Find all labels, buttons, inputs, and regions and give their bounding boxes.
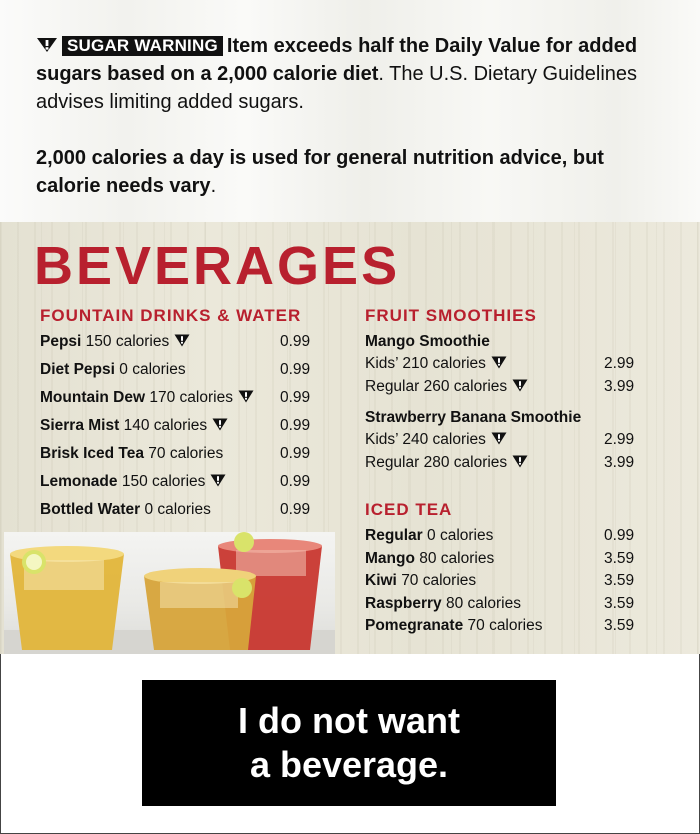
item-name: Diet Pepsi — [40, 361, 115, 378]
item-calories: 0 calories — [144, 501, 211, 518]
sugar-warning-icon — [512, 455, 528, 468]
iced-tea-item[interactable] — [365, 549, 494, 569]
item-price: 0.99 — [280, 445, 311, 462]
item-calories: 170 calories — [149, 389, 233, 406]
sugar-warning-icon — [491, 356, 507, 369]
item-name: Regular — [365, 378, 420, 395]
item-calories: 260 calories — [423, 378, 508, 395]
fountain-item[interactable] — [40, 472, 226, 492]
sugar-warning-normal: . The U.S. Dietary Guidelines advises limiting added sugars. — [36, 63, 638, 113]
item-calories: 70 calories — [148, 445, 224, 462]
smoothie-size-option[interactable] — [365, 453, 528, 473]
item-name: Kids’ — [365, 355, 399, 372]
smoothie-size-option[interactable] — [365, 377, 528, 397]
item-price: 3.99 — [604, 454, 635, 471]
smoothie-name: Strawberry Banana Smoothie — [365, 409, 582, 426]
smoothie-size-option[interactable] — [365, 354, 507, 374]
sugar-warning-notice — [0, 0, 700, 222]
item-name: Regular — [365, 454, 420, 471]
iced-tea-item[interactable] — [365, 594, 521, 614]
item-name: Mango — [365, 549, 415, 567]
item-name: Mountain Dew — [40, 389, 146, 406]
fountain-item[interactable] — [40, 360, 186, 380]
iced-tea-item[interactable] — [365, 616, 542, 636]
item-price: 3.99 — [604, 378, 635, 395]
sugar-warning-icon — [174, 334, 190, 347]
fountain-heading: FOUNTAIN DRINKS & WATER — [40, 306, 302, 325]
calorie-notice — [36, 144, 656, 200]
item-calories: 150 calories — [121, 473, 206, 490]
item-name: Brisk Iced Tea — [40, 445, 144, 462]
iced-tea-item[interactable] — [365, 526, 493, 546]
item-name: Raspberry — [365, 594, 442, 612]
item-name: Lemonade — [40, 473, 118, 490]
sugar-warning-icon — [512, 379, 528, 392]
item-calories: 0 calories — [427, 527, 494, 544]
item-price: 0.99 — [280, 361, 311, 378]
smoothie-name: Mango Smoothie — [365, 333, 490, 350]
fountain-item[interactable] — [40, 500, 211, 520]
item-calories: 280 calories — [423, 454, 508, 471]
no-beverage-button[interactable] — [142, 680, 556, 806]
item-name: Pomegranate — [365, 617, 464, 634]
sugar-warning-icon — [36, 37, 58, 53]
calorie-notice-end: . — [210, 175, 217, 197]
item-price: 0.99 — [280, 389, 311, 406]
iced-drinks-image — [4, 532, 335, 654]
item-price: 0.99 — [280, 501, 311, 518]
item-price: 0.99 — [604, 527, 635, 544]
sugar-warning-badge: SUGAR WARNING — [62, 36, 223, 56]
menu-title: BEVERAGES — [34, 236, 401, 296]
iced-tea-item[interactable] — [365, 571, 476, 591]
item-name: Kiwi — [365, 572, 397, 589]
item-calories: 70 calories — [467, 617, 543, 634]
item-name: Bottled Water — [40, 501, 141, 518]
fountain-item[interactable] — [40, 332, 190, 352]
fountain-item[interactable] — [40, 388, 254, 408]
sugar-warning-text — [36, 32, 656, 116]
sugar-warning-icon — [238, 390, 254, 403]
iced-tea-heading: ICED TEA — [365, 500, 453, 519]
fountain-item[interactable] — [40, 416, 228, 436]
item-price: 3.59 — [604, 617, 635, 634]
sugar-warning-icon — [212, 418, 228, 431]
drinks-photo — [4, 532, 335, 654]
item-price: 3.59 — [604, 549, 635, 567]
item-price: 0.99 — [280, 417, 311, 434]
item-name: Sierra Mist — [40, 417, 120, 434]
no-beverage-line2: a beverage. — [249, 744, 449, 785]
item-calories: 240 calories — [402, 431, 486, 448]
smoothies-heading: FRUIT SMOOTHIES — [365, 306, 537, 325]
item-calories: 80 calories — [419, 549, 495, 567]
item-calories: 80 calories — [446, 594, 521, 612]
item-price: 3.59 — [604, 594, 635, 612]
item-calories: 150 calories — [85, 333, 170, 350]
item-price: 2.99 — [604, 355, 635, 372]
item-calories: 0 calories — [119, 361, 186, 378]
sugar-warning-icon — [210, 474, 226, 487]
item-price: 0.99 — [280, 473, 311, 490]
item-calories: 140 calories — [123, 417, 208, 434]
item-price: 0.99 — [280, 333, 311, 350]
item-price: 2.99 — [604, 431, 635, 448]
item-calories: 70 calories — [401, 572, 477, 589]
item-name: Regular — [365, 527, 423, 544]
beverages-menu-panel — [0, 222, 700, 654]
no-beverage-line1: I do not want — [238, 700, 460, 741]
item-calories: 210 calories — [402, 355, 486, 372]
smoothie-size-option[interactable] — [365, 430, 507, 450]
item-price: 3.59 — [604, 572, 635, 589]
sugar-warning-icon — [491, 432, 507, 445]
item-name: Kids’ — [365, 431, 399, 448]
item-name: Pepsi — [40, 333, 82, 350]
fountain-item[interactable] — [40, 444, 223, 464]
calorie-notice-bold: 2,000 calories a day is used for general nutrition advice, but calorie needs vary — [36, 147, 604, 197]
sugar-warning-bold: Item exceeds half the Daily Value for added sugars based on a 2,000 calorie diet — [36, 35, 638, 85]
